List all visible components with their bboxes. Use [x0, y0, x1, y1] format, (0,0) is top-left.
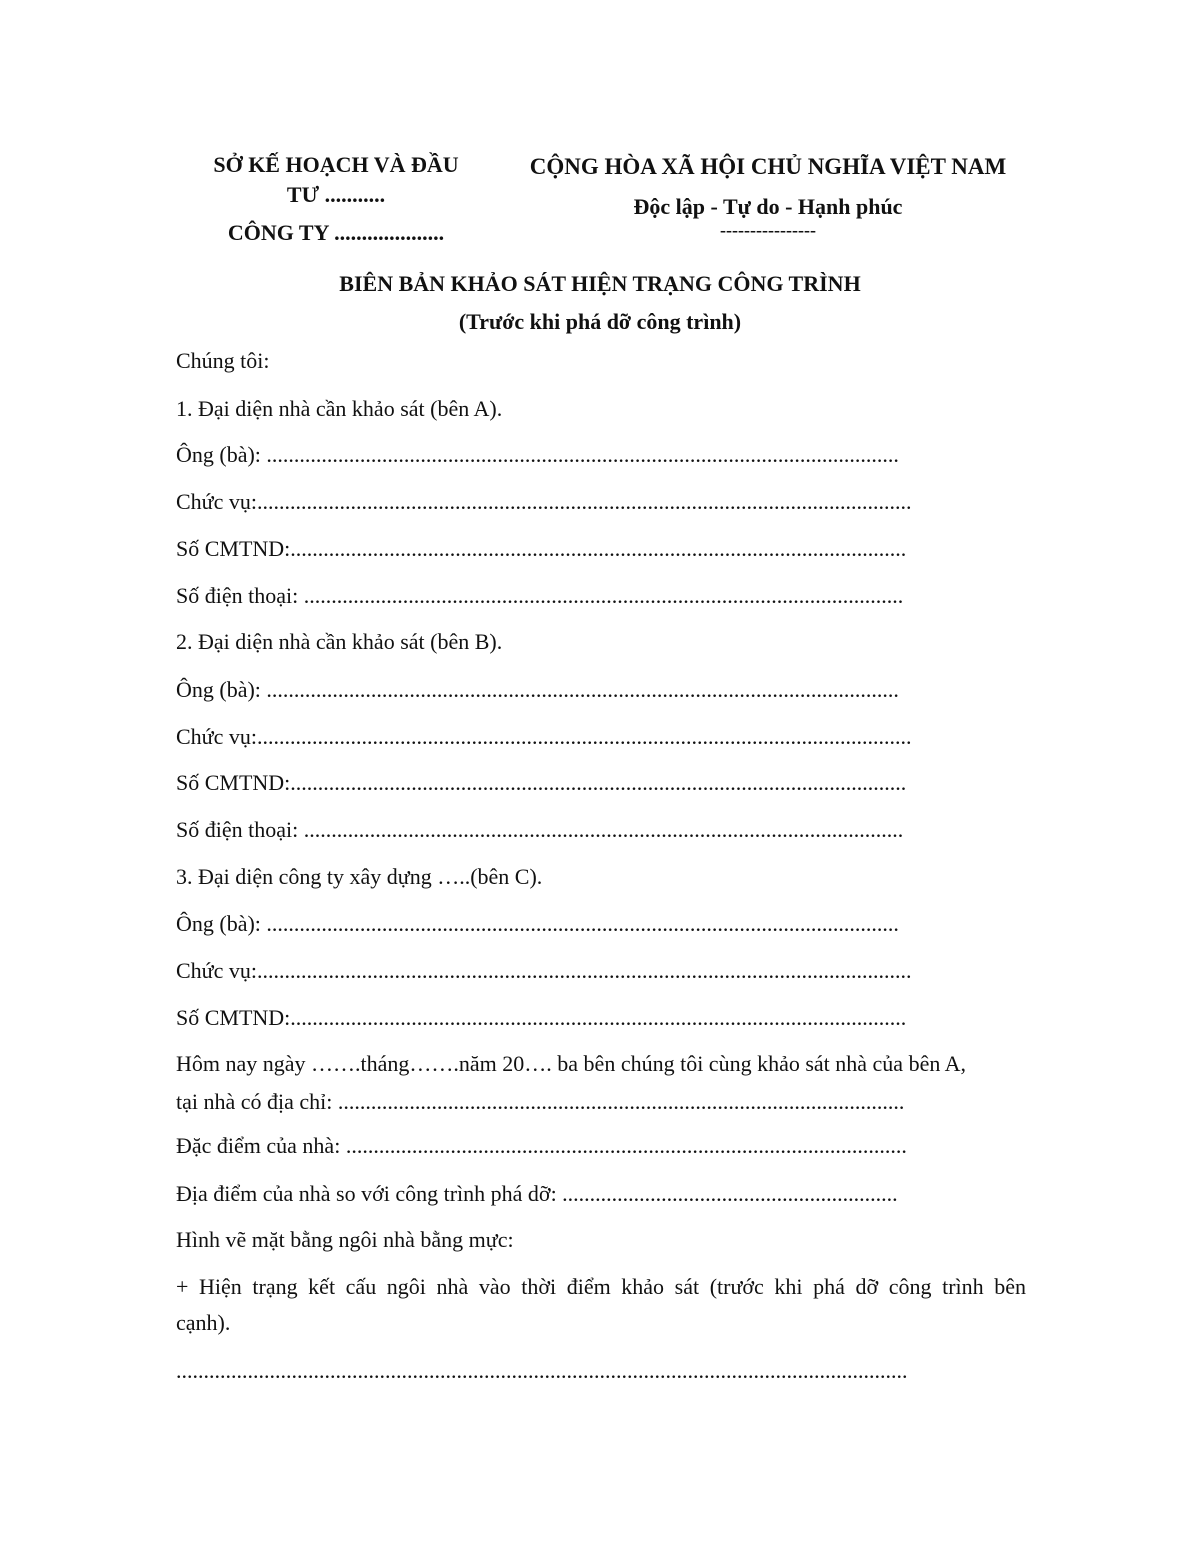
party-c-position-field: Chức vụ:.......................................................................................................................	[176, 958, 912, 983]
intro-text: Chúng tôi:	[176, 348, 270, 373]
document-title: BIÊN BẢN KHẢO SÁT HIỆN TRẠNG CÔNG TRÌNH	[339, 271, 861, 296]
party-a-phone-field: Số điện thoại: .............................................................................................................	[176, 583, 904, 608]
motto: Độc lập - Tự do - Hạnh phúc	[633, 194, 903, 219]
document-subtitle: (Trước khi phá dỡ công trình)	[458, 309, 742, 334]
party-a-name-field: Ông (bà): ...................................................................................................................	[176, 442, 899, 467]
house-location-field: Địa điểm của nhà so với công trình phá dỡ: .............................................................	[176, 1181, 898, 1206]
floor-plan-drawing-label: Hình vẽ mặt bằng ngôi nhà bằng mực:	[176, 1227, 514, 1252]
company-name: CÔNG TY ....................	[227, 220, 445, 245]
document-header	[0, 150, 1200, 250]
party-b-position-field: Chức vụ:.......................................................................................................................	[176, 724, 912, 749]
country-name: CỘNG HÒA XÃ HỘI CHỦ NGHĨA VIỆT NAM	[529, 154, 1007, 179]
party-c-name-field: Ông (bà): ...................................................................................................................	[176, 911, 899, 936]
structure-status-field: .....................................................................................................................................	[176, 1358, 908, 1383]
party-b-phone-field: Số điện thoại: .............................................................................................................	[176, 817, 904, 842]
party-b-name-field: Ông (bà): ...................................................................................................................	[176, 677, 899, 702]
party-b-heading: 2. Đại diện nhà cần khảo sát (bên B).	[176, 629, 503, 654]
structure-status-line: + Hiện trạng kết cấu ngôi nhà vào thời điểm khảo sát (trước khi phá dỡ công trình bên	[176, 1274, 1026, 1299]
structure-status-line-continued: cạnh).	[176, 1310, 231, 1335]
party-a-position-field: Chức vụ:.......................................................................................................................	[176, 489, 912, 514]
house-features-field: Đặc điểm của nhà: ......................................................................................................	[176, 1133, 907, 1158]
address-field: tại nhà có địa chỉ: .......................................................................................................	[176, 1089, 905, 1114]
party-b-id-field: Số CMTND:................................................................................................................	[176, 770, 907, 795]
department-name: SỞ KẾ HOẠCH VÀ ĐẦU TƯ ...........	[213, 152, 459, 207]
party-a-heading: 1. Đại diện nhà cần khảo sát (bên A).	[176, 396, 503, 421]
survey-date-line: Hôm nay ngày …….tháng…….năm 20…. ba bên chúng tôi cùng khảo sát nhà của bên A,	[176, 1051, 967, 1076]
party-c-heading: 3. Đại diện công ty xây dựng …..(bên C).	[176, 864, 543, 889]
party-a-id-field: Số CMTND:................................................................................................................	[176, 536, 907, 561]
motto-underline: ----------------	[720, 220, 816, 240]
party-c-id-field: Số CMTND:................................................................................................................	[176, 1005, 907, 1030]
